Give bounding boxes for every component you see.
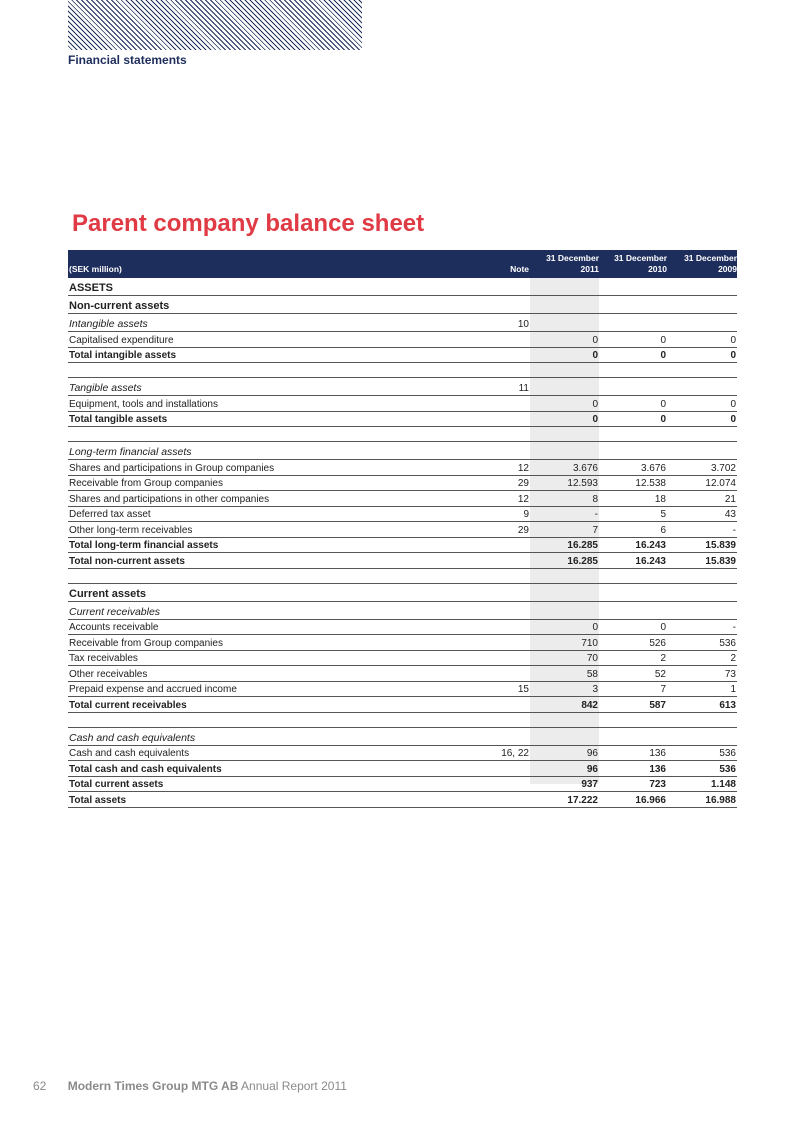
- balance-sheet-table: [68, 250, 737, 808]
- report-name: Annual Report 2011: [241, 1079, 347, 1093]
- table-row: [68, 278, 737, 296]
- value-2010: 723: [649, 779, 666, 790]
- value-2011: -: [594, 509, 598, 520]
- value-2009: 73: [724, 668, 736, 680]
- value-2010: 136: [649, 763, 666, 775]
- col-2010-header-date: 31 December: [614, 253, 667, 263]
- value-2010: 0: [660, 414, 666, 425]
- value-2009: 12.074: [705, 478, 736, 489]
- value-2009: 536: [719, 763, 736, 775]
- row-label: Equipment, tools and installations: [69, 398, 218, 410]
- table-row: [68, 522, 737, 538]
- value-2011: 58: [586, 668, 598, 680]
- table-row: [68, 792, 737, 808]
- value-2010: 18: [654, 493, 666, 505]
- value-2009: 1: [730, 684, 736, 695]
- table-row: [68, 332, 737, 348]
- row-label: Total current receivables: [69, 699, 187, 711]
- value-2010: 3.676: [640, 462, 666, 474]
- row-label: Total long-term financial assets: [69, 540, 219, 551]
- value-2010: 526: [649, 637, 666, 649]
- value-2009: 43: [724, 509, 736, 520]
- spacer-row: [68, 569, 737, 584]
- table-row: [68, 682, 737, 698]
- value-2010: 2: [660, 653, 666, 664]
- spacer-row: [68, 713, 737, 728]
- value-2010: 0: [660, 622, 666, 633]
- col-2009-header-year: 2009: [718, 264, 737, 274]
- value-2011: 0: [592, 414, 598, 425]
- value-2010: 12.538: [635, 478, 666, 489]
- row-note: 16, 22: [501, 748, 529, 759]
- table-row: [68, 378, 737, 396]
- value-2010: 7: [660, 684, 666, 695]
- value-2010: 16.243: [635, 540, 666, 551]
- row-label: Long-term financial assets: [69, 446, 192, 458]
- row-label: Total cash and cash equivalents: [69, 763, 222, 775]
- row-label: Total non-current assets: [69, 555, 185, 567]
- value-2011: 842: [581, 699, 598, 711]
- value-2009: 613: [719, 699, 736, 711]
- table-row: [68, 396, 737, 412]
- page-title: Parent company balance sheet: [72, 210, 425, 237]
- row-label: Total assets: [69, 794, 127, 806]
- table-row: [68, 635, 737, 651]
- row-note: 12: [517, 462, 529, 474]
- col-2011-header-date: 31 December: [546, 253, 599, 263]
- table-row: [68, 584, 737, 602]
- col-2009-header: [667, 253, 737, 275]
- table-row: [68, 553, 737, 569]
- row-label: Current assets: [69, 587, 147, 600]
- table-row: [68, 651, 737, 667]
- value-2009: 0: [730, 414, 736, 425]
- value-2009: 15.839: [705, 555, 736, 567]
- value-2011: 0: [592, 622, 598, 633]
- row-label: ASSETS: [69, 282, 114, 294]
- value-2009: 16.988: [705, 794, 736, 806]
- value-2011: 17.222: [567, 794, 598, 806]
- value-2010: 16.966: [635, 794, 666, 806]
- table-row: [68, 442, 737, 460]
- row-label: Receivable from Group companies: [69, 478, 223, 489]
- value-2011: 7: [592, 524, 598, 536]
- table-row: [68, 538, 737, 554]
- value-2011: 96: [586, 748, 598, 759]
- row-label: Prepaid expense and accrued income: [69, 684, 237, 695]
- row-label: Other receivables: [69, 668, 148, 680]
- value-2011: 0: [592, 334, 598, 346]
- table-row: [68, 412, 737, 428]
- table-row: [68, 746, 737, 762]
- section-label: Financial statements: [68, 53, 187, 67]
- unit-header: (SEK million): [69, 264, 122, 274]
- value-2010: 0: [660, 398, 666, 410]
- row-label: Capitalised expenditure: [69, 334, 174, 346]
- table-row: [68, 476, 737, 492]
- value-2009: 3.702: [710, 462, 736, 474]
- table-row: [68, 296, 737, 314]
- value-2011: 70: [586, 653, 598, 664]
- value-2009: 536: [719, 637, 736, 649]
- value-2010: 136: [649, 748, 666, 759]
- value-2011: 16.285: [567, 555, 598, 567]
- header-hatch-pattern: [68, 0, 362, 50]
- value-2010: 587: [649, 699, 666, 711]
- row-label: Tangible assets: [69, 382, 142, 394]
- row-label: Other long-term receivables: [69, 524, 193, 536]
- value-2011: 8: [592, 493, 598, 505]
- row-note: 15: [517, 684, 529, 695]
- table-body: [68, 278, 737, 808]
- row-label: Tax receivables: [69, 653, 138, 664]
- page-number: 62: [33, 1079, 47, 1093]
- value-2011: 16.285: [567, 540, 598, 551]
- value-2009: 15.839: [705, 540, 736, 551]
- col-2009-header-date: 31 December: [684, 253, 737, 263]
- value-2011: 3: [592, 684, 598, 695]
- value-2009: 0: [730, 398, 736, 410]
- table-row: [68, 697, 737, 713]
- row-note: 10: [517, 319, 529, 330]
- row-label: Total current assets: [69, 779, 164, 790]
- value-2010: 5: [660, 509, 666, 520]
- col-2010-header: [599, 253, 667, 275]
- row-note: 11: [518, 383, 529, 394]
- table-header: [68, 250, 737, 278]
- value-2010: 0: [660, 334, 666, 346]
- value-2009: 536: [719, 748, 736, 759]
- table-row: [68, 666, 737, 682]
- value-2009: 1.148: [710, 779, 736, 790]
- row-label: Non-current assets: [69, 300, 170, 312]
- col-2011-header-year: 2011: [580, 264, 599, 274]
- row-label: Total intangible assets: [69, 350, 177, 361]
- value-2010: 16.243: [635, 555, 666, 567]
- row-note: 29: [517, 478, 529, 489]
- value-2009: 2: [730, 653, 736, 664]
- row-label: Accounts receivable: [69, 622, 159, 633]
- value-2011: 96: [586, 763, 598, 775]
- row-label: Total tangible assets: [69, 414, 168, 425]
- value-2011: 3.676: [572, 462, 598, 474]
- value-2011: 937: [581, 779, 598, 790]
- row-note: 9: [523, 509, 529, 520]
- table-row: [68, 777, 737, 793]
- value-2011: 0: [592, 350, 598, 361]
- page-footer: [33, 1079, 347, 1093]
- value-2011: 710: [581, 637, 598, 649]
- value-2010: 52: [654, 668, 666, 680]
- row-label: Cash and cash equivalents: [69, 731, 196, 744]
- row-label: Intangible assets: [69, 318, 148, 330]
- table-row: [68, 491, 737, 507]
- table-row: [68, 314, 737, 332]
- value-2009: -: [732, 622, 736, 633]
- spacer-row: [68, 363, 737, 378]
- row-note: 29: [517, 524, 529, 536]
- table-row: [68, 460, 737, 476]
- table-row: [68, 761, 737, 777]
- table-row: [68, 348, 737, 364]
- note-header: Note: [510, 264, 529, 274]
- table-row: [68, 620, 737, 636]
- value-2009: -: [732, 524, 736, 536]
- value-2011: 0: [592, 398, 598, 410]
- row-label: Shares and participations in Group companies: [69, 462, 275, 474]
- value-2009: 0: [730, 334, 736, 346]
- spacer-row: [68, 427, 737, 442]
- company-name: Modern Times Group MTG AB: [67, 1079, 239, 1093]
- row-label: Shares and participations in other companies: [69, 493, 270, 505]
- row-label: Current receivables: [69, 605, 161, 618]
- value-2009: 0: [730, 350, 736, 361]
- table-row: [68, 728, 737, 746]
- row-label: Cash and cash equivalents: [69, 748, 190, 759]
- value-2009: 21: [724, 493, 736, 505]
- value-2011: 12.593: [567, 478, 598, 489]
- value-2010: 0: [660, 350, 666, 361]
- col-2010-header-year: 2010: [648, 264, 667, 274]
- table-row: [68, 507, 737, 523]
- table-row: [68, 602, 737, 620]
- col-2011-header: [530, 253, 599, 275]
- row-label: Receivable from Group companies: [69, 637, 223, 649]
- row-note: 12: [517, 493, 529, 505]
- row-label: Deferred tax asset: [69, 509, 151, 520]
- value-2010: 6: [660, 524, 666, 536]
